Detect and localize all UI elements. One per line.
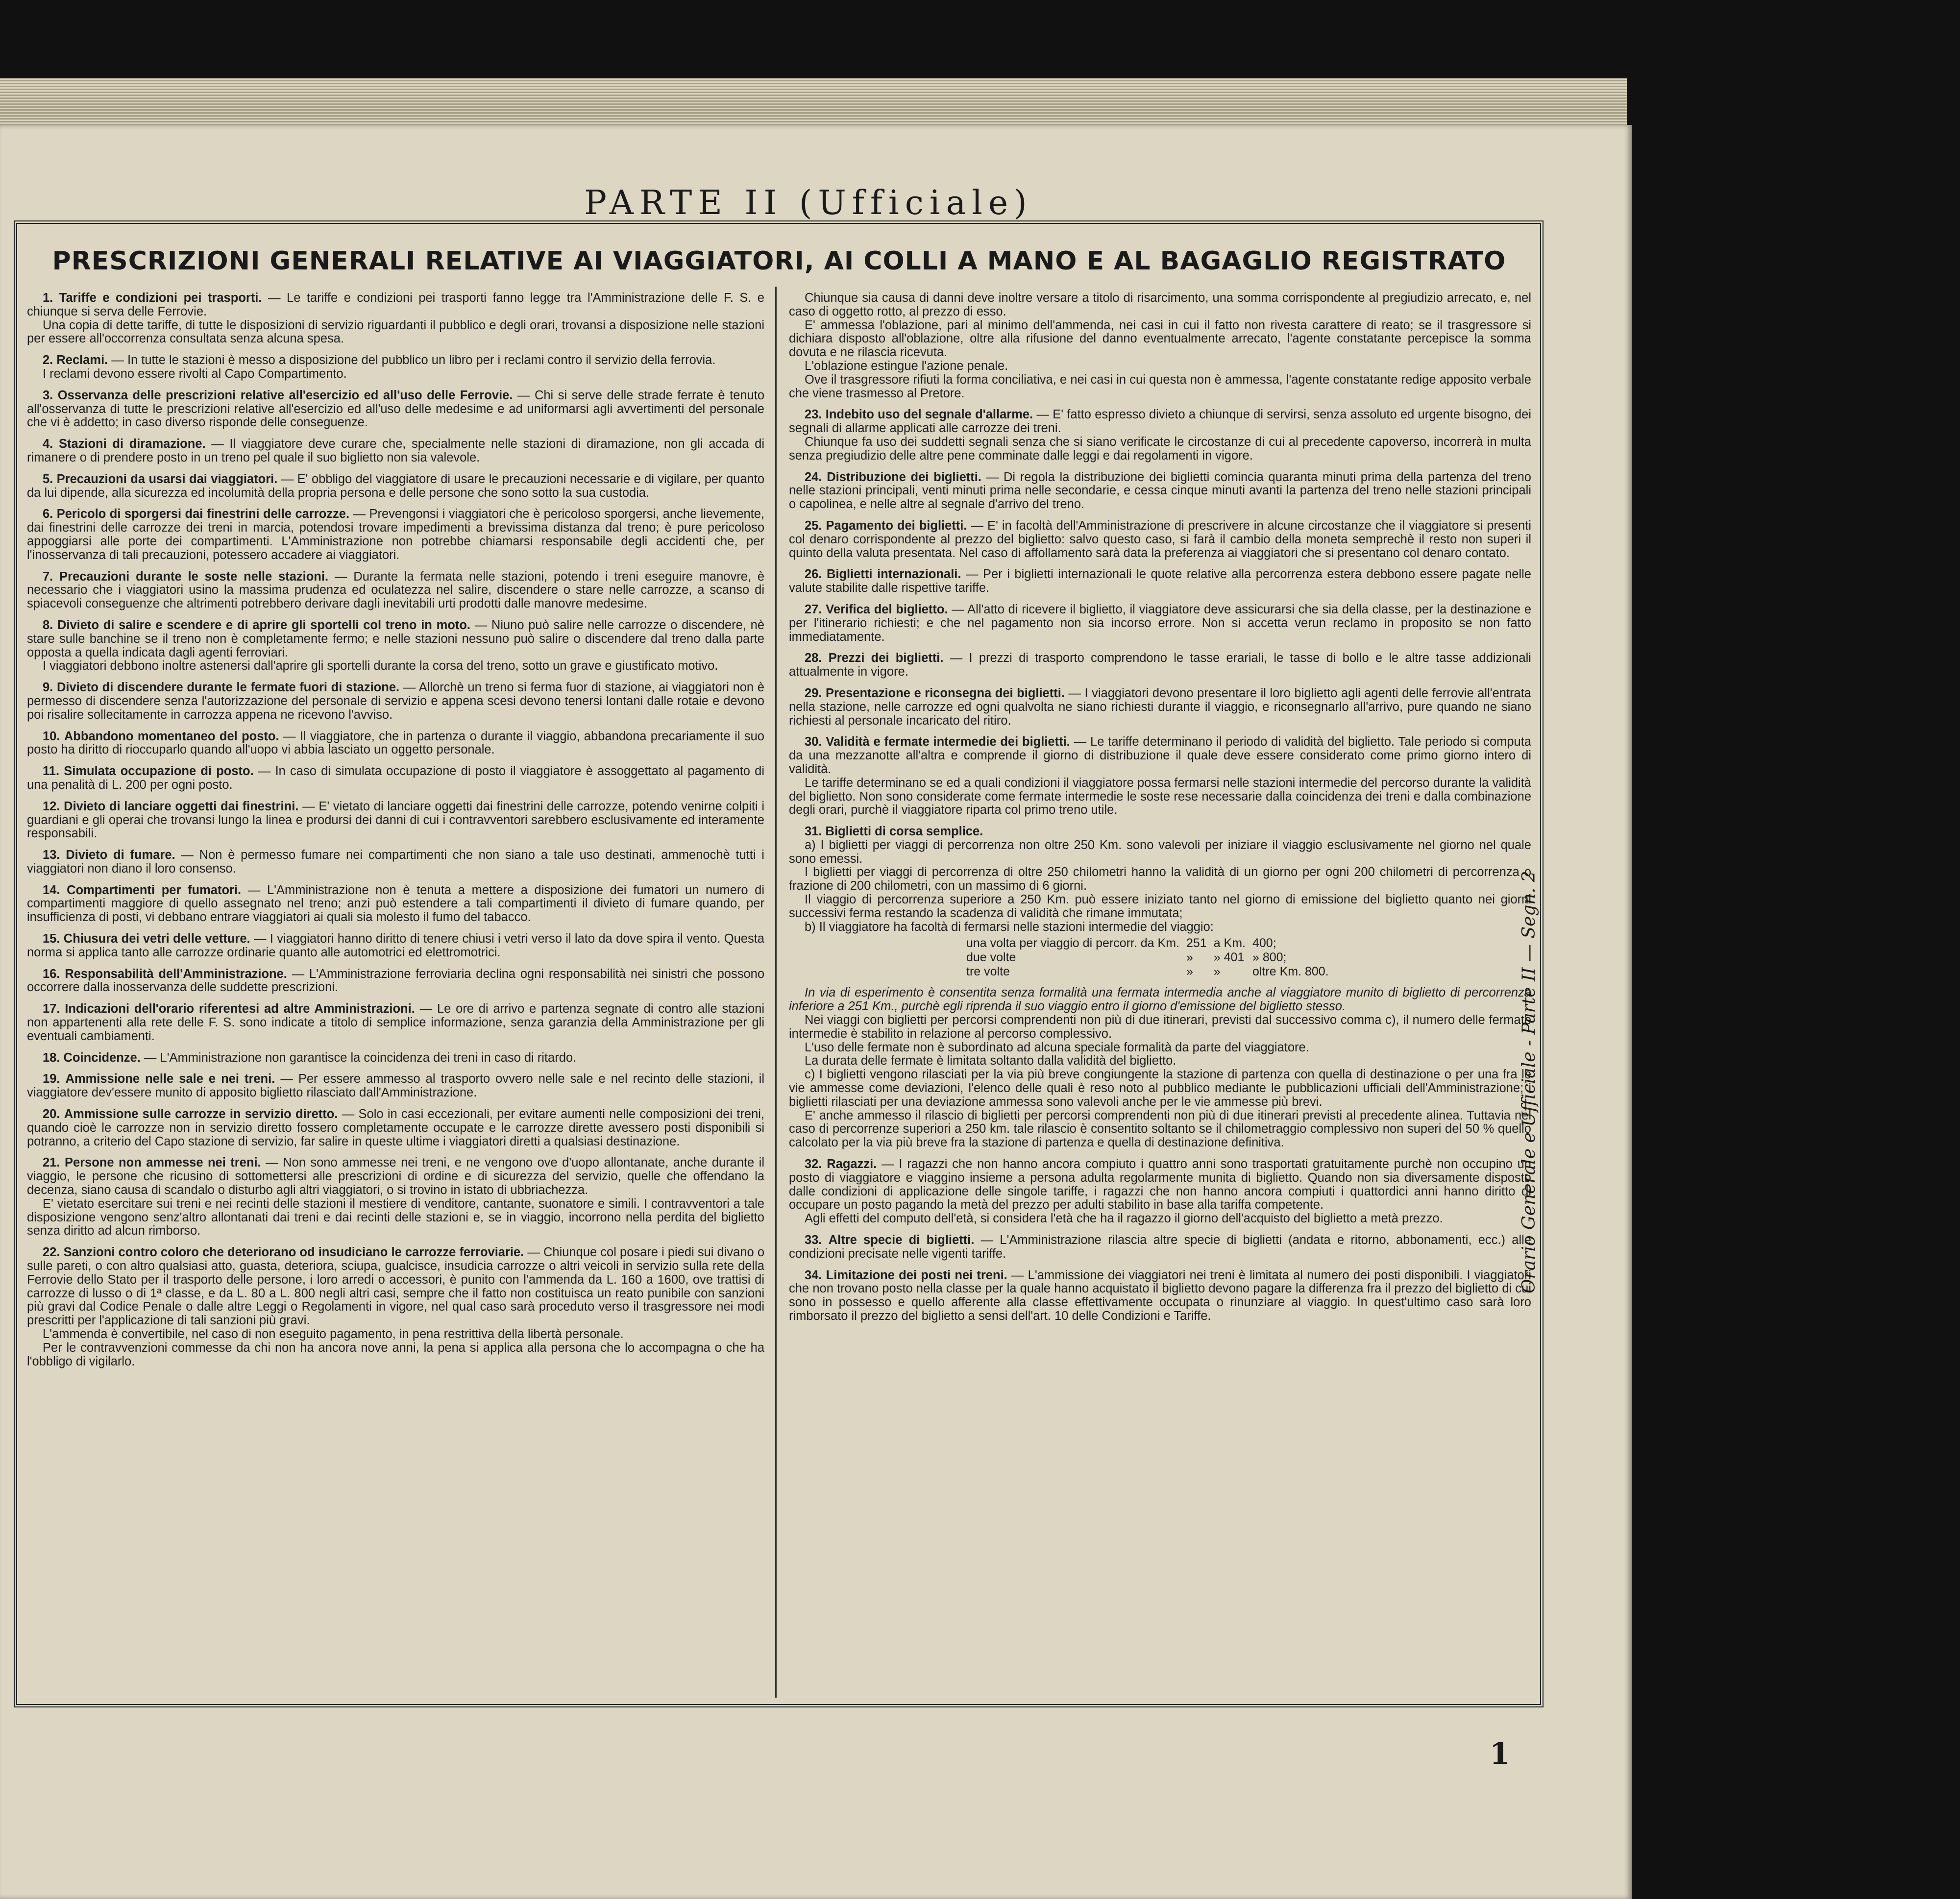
section-body: — In tutte le stazioni è messo a disposizione del pubblico un libro per i reclami contro il servizio della ferrovia. — [111, 353, 716, 367]
section-number: 12. — [43, 799, 60, 813]
section-heading: Divieto di fumare. — [66, 848, 175, 862]
stop-count-cell: » — [1186, 950, 1193, 965]
section-heading: Prezzi dei biglietti. — [828, 651, 944, 665]
rule-section — [789, 408, 1531, 463]
section-31 — [789, 825, 1531, 1150]
rule-section — [789, 1269, 1531, 1323]
section-body: — Per i biglietti internazionali le quote relative alla percorrenza estera debbono essere pagate nelle valute stabilite dalle rispettive tariffe. — [789, 567, 1531, 595]
section-heading: Divieto di salire e scendere e di aprire gli sportelli col treno in moto. — [57, 618, 470, 632]
section-body: — Le tariffe e condizioni pei trasporti fanno legge tra l'Amministrazione delle F. S. e chiunque si serva delle Ferrovie. — [27, 292, 764, 318]
section-body: — Chiunque col posare i piedi sui divano o sulle pareti, o con altro qualsiasi atto, guasta, deteriora, sciupa, gualcisce, insudicia carrozze o altri veicoli in servizio sulla rete della Ferrovie dello Stato per il trasporto delle persone, i loro arredi o accessori, è punito con l'ammenda da L. 160 a 1600, ove trattisi di carrozze di lusso o di 1ª classe, e da L. 80 a L. 800 negli altri casi, sempre che il fatto non costituisca un reato punibile con sanzioni più gravi dal Codice Penale o dalle altre Leggi o Regolamenti in vigore, nel qual caso sarà proceduto verso il trasgressore nei modi prescritti per l'applicazione di tali sanzioni più gravi. — [27, 1245, 764, 1328]
section-heading: Distribuzione dei biglietti. — [827, 470, 981, 484]
rule-section — [27, 1156, 764, 1238]
stop-count-cell: oltre Km. 800. — [1252, 965, 1329, 979]
section-paragraph: Per le contravvenzioni commesse da chi non ha ancora nove anni, la pena si applica alla persona che lo accompagna o che ha l'obbligo di vigilarlo. — [27, 1340, 764, 1368]
section-31-a2: I biglietti per viaggi di percorrenza di oltre 250 chilometri hanno la validità di un giorno per ogni 200 chilometri di percorrenza o frazione di 200 chilometri, con un massimo di 6 giorni. — [789, 865, 1531, 893]
rule-section — [789, 603, 1531, 644]
section-number: 32. — [805, 1157, 822, 1171]
rule-section — [27, 849, 764, 876]
rule-section — [789, 687, 1531, 728]
section-heading: Simulata occupazione di posto. — [64, 764, 254, 779]
section-number: 26. — [805, 567, 822, 582]
section-number: 19. — [43, 1072, 60, 1086]
section-heading: Precauzioni durante le soste nelle stazioni. — [59, 569, 329, 584]
section-heading: Divieto di lanciare oggetti dai finestrini. — [64, 799, 299, 813]
section-heading: Indebito uso del segnale d'allarme. — [825, 408, 1033, 422]
section-body: — L'ammissione dei viaggiatori nei treni è limitata al numero dei posti disponibili. I viaggiatori che non trovano posto nella classe per la quale hanno acquistato il biglietto devono pagare la differenza fra il prezzo del biglietto di cui sono in possesso e quello afferente alla classe effettivamente occupata o rinunziare al viaggio. In quest'ultimo caso sarà loro rimborsato il prezzo del biglietto a sensi dell'art. 10 delle Condizioni e Tariffe. — [789, 1268, 1531, 1323]
rule-section — [27, 884, 764, 925]
rule-section — [789, 568, 1531, 595]
section-heading: Presentazione e riconsegna dei biglietti. — [826, 686, 1065, 700]
section-number: 22. — [43, 1245, 60, 1260]
section-heading: Validità e fermate intermedie dei biglietti. — [826, 735, 1070, 749]
main-heading: PRESCRIZIONI GENERALI RELATIVE AI VIAGGIATORI, AI COLLI A MANO E AL BAGAGLIO REGISTRATO — [52, 246, 1506, 276]
rule-section — [27, 1072, 764, 1100]
section-body: — I viaggiatori devono presentare il loro biglietto agli agenti delle ferrovie all'entrata nella stazione, nelle carrozze ed ogni qualvolta ne siano richiesti durante il viaggio, e riconsegnarlo all'arrivo, pure quando ne siano richiesti al personale incaricato del ritiro. — [789, 686, 1531, 728]
section-heading: Ragazzi. — [827, 1157, 877, 1171]
section-body: — Non è permesso fumare nei compartimenti che non siano a tale uso destinati, ammenochè tutti i viaggiatori non diano il loro consenso. — [27, 848, 764, 876]
section-31-a: a) I biglietti per viaggi di percorrenza non oltre 250 Km. sono valevoli per iniziare il viaggio esclusivamente nel giorno nel quale sono emessi. — [789, 838, 1531, 866]
right-intro — [789, 292, 1531, 400]
section-heading: Abbandono momentaneo del posto. — [64, 729, 279, 743]
stop-count-cell: 251 — [1186, 936, 1207, 950]
section-number: 3. — [43, 388, 53, 402]
section-number: 27. — [805, 602, 822, 616]
rule-section — [789, 735, 1531, 817]
section-paragraph: I reclami devono essere rivolti al Capo Compartimento. — [43, 366, 347, 381]
rule-section — [789, 471, 1531, 511]
section-body: — L'Amministrazione ferroviaria declina ogni responsabilità nei sinistri che possono occorrere dalla inosservanza delle suddette prescrizioni. — [27, 967, 764, 995]
section-body: — I viaggiatori hanno diritto di tenere chiusi i vetri verso il lato da dove spira il vento. Questa norma si applica tanto alle carrozze ordinarie quanto alle automotrici ed elettromotrici. — [27, 932, 764, 959]
rule-section — [27, 438, 764, 465]
section-number: 13. — [43, 848, 60, 862]
section-body: — Di regola la distribuzione dei biglietti comincia quaranta minuti prima della partenza del treno nelle stazioni principali, venti minuti prima nelle secondarie, e cessa cinque minuti avanti la partenza del treno nelle stazioni principali o capolinea, e nelle altre al segnale d'arrivo del treno. — [789, 470, 1531, 511]
section-31-p1: Nei viaggi con biglietti per percorsi comprendenti non più di due itinerari, previsti dal successivo comma c), il numero delle fermate intermedie è stabilito in relazione al percorso complessivo. — [789, 1013, 1531, 1041]
section-paragraph: I viaggiatori debbono inoltre astenersi dall'aprire gli sportelli durante la corsa del treno, sotto un grave e giustificato motivo. — [43, 659, 718, 673]
section-heading: Biglietti internazionali. — [826, 567, 961, 582]
section-number: 16. — [43, 967, 60, 981]
section-heading: Altre specie di biglietti. — [828, 1233, 975, 1247]
section-number: 14. — [43, 883, 60, 897]
section-number: 29. — [805, 686, 822, 700]
section-body: — In caso di simulata occupazione di posto il viaggiatore è assoggettato al pagamento di una penalità di L. 200 per ogni posto. — [27, 764, 764, 792]
section-heading: Chiusura dei vetri delle vetture. — [63, 932, 250, 946]
section-heading: Ammissione nelle sale e nei treni. — [65, 1072, 275, 1086]
intro-paragraph: Ove il trasgressore rifiuti la forma conciliativa, e nei casi in cui questa non è ammessa, l'agente constatante redige apposito verbale che viene trasmesso al Pretore. — [789, 372, 1531, 400]
rule-section — [27, 1051, 764, 1065]
section-body: — L'Amministrazione non garantisce la coincidenza dei treni in caso di ritardo. — [144, 1050, 577, 1065]
rule-section — [27, 932, 764, 960]
section-body: — L'Amministrazione rilascia altre specie di biglietti (andata e ritorno, abbonamenti, ecc.) alle condizioni precisate nelle vigenti tariffe. — [789, 1233, 1531, 1261]
section-heading: Pagamento dei biglietti. — [826, 518, 967, 533]
section-body: — Prevengonsi i viaggiatori che è pericoloso sporgersi, anche lievemente, dai finestrini delle carrozze dei treni in marcia, potendosi trovare impedimenti a brevissima distanza dal treno; è pure pericoloso appoggiarsi alle porte dei compartimenti. L'Amministrazione non potrebbe chiamarsi responsabile degli accidenti che, per l'inosservanza di tali precauzioni, potessero accadere ai viaggiatori. — [27, 507, 764, 562]
section-number: 5. — [43, 472, 53, 486]
section-heading: Stazioni di diramazione. — [58, 437, 206, 451]
section-number: 9. — [43, 681, 53, 695]
section-31-c: c) I biglietti vengono rilasciati per la via più breve congiungente la stazione di partenza con quella di destinazione o per una fra le vie ammesse come deviazioni, l'elenco delle quali è reso noto al pubblico mediante le pubblicazioni ufficiali dell'Amministrazione; i biglietti rilasciati per una deviazione ammessa sono valevoli anche per le vie ammesse più brevi. — [789, 1068, 1531, 1109]
stop-count-row — [966, 951, 1335, 964]
section-body: — I prezzi di trasporto comprendono le tasse erariali, le tasse di bollo e le altre tasse addizionali attualmente in vigore. — [789, 651, 1531, 679]
section-heading: Indicazioni dell'orario riferentesi ad altre Amministrazioni. — [65, 1002, 415, 1016]
stop-count-cell: a Km. — [1213, 936, 1246, 950]
rule-section — [27, 354, 764, 381]
section-heading: Persone non ammesse nei treni. — [64, 1156, 261, 1170]
right-sections-end — [789, 1158, 1531, 1323]
section-body: — L'Amministrazione non è tenuta a mettere a disposizione dei fumatori un numero di compartimenti maggiore di quello assegnato nel treno; anzi può estendere a tali compartimenti il divieto di fumare quando, per insufficienza di posti, vi debbano entrare viaggiatori ai quali sia molesto il fumo del tabacco. — [27, 883, 764, 925]
section-number: 4. — [43, 437, 53, 451]
left-column — [27, 292, 764, 1698]
section-31-heading: 31. Biglietti di corsa semplice. — [805, 825, 983, 839]
section-heading: Precauzioni da usarsi dai viaggiatori. — [56, 472, 278, 486]
section-body: — Durante la fermata nelle stazioni, potendo i treni eseguire manovre, è necessario che i viaggiatori usino la massima prudenza ed oculatezza nel salire, discendere o stare nelle carrozze, a scanso di spiacevoli conseguenze che altrimenti potrebbero derivare dagli inevitabili urti prodotti dalle manovre medesime. — [27, 569, 764, 611]
section-31-b: b) Il viaggiatore ha facoltà di fermarsi nelle stazioni intermedie del viaggio: — [805, 920, 1214, 934]
side-margin-text: Orario Generale e Ufficiale - Parte II — Segn. 2 — [1519, 871, 1539, 1293]
rule-section — [27, 1002, 764, 1043]
section-31-a3: Il viaggio di percorrenza superiore a 250 Km. può essere iniziato tanto nel giorno di emissione del biglietto quanto nei giorni successivi ferma restando la scadenza di validità che rimane immutata; — [789, 893, 1531, 920]
section-number: 23. — [805, 408, 822, 422]
rule-section — [27, 800, 764, 841]
section-paragraph: L'ammenda è convertibile, nel caso di non eseguito pagamento, in pena restrittiva della libertà personale. — [43, 1327, 624, 1341]
section-number: 33. — [805, 1233, 822, 1247]
rule-section — [27, 730, 764, 757]
section-31-c2: E' anche ammesso il rilascio di biglietti per percorsi comprendenti non più di due itinerari previsti al precedente alinea. Tuttavia nel caso di percorrenze superiori a 250 km. tale rilascio è consentito soltanto se il chilometraggio complessivo non superi del 50 % quello calcolato per la via più breve fra la stazione di partenza e quella di destinazione definitiva. — [789, 1108, 1531, 1150]
section-number: 8. — [43, 618, 53, 632]
section-body: — Il viaggiatore deve curare che, specialmente nelle stazioni di diramazione, non gli accada di rimanere o di prendere posto in un treno pel quale il suo biglietto non sia valevole. — [27, 437, 764, 464]
section-heading: Responsabilità dell'Amministrazione. — [65, 967, 287, 981]
rule-section — [27, 765, 764, 792]
section-number: 20. — [43, 1107, 60, 1121]
rule-section — [27, 1108, 764, 1148]
intro-paragraph: L'oblazione estingue l'azione penale. — [805, 359, 1008, 373]
section-body: — Solo in casi eccezionali, per evitare aumenti nelle composizioni dei treni, quando cioè le carrozze non in servizio diretto fossero completamente occupate e le carrozze dirette avessero posti disponibili si potranno, a criterio del Capo stazione di servizio, far salire in queste ultime i viaggiatori diretti a qualsiasi destinazione. — [27, 1107, 764, 1148]
section-paragraph: Agli effetti del computo dell'età, si considera l'età che ha il ragazzo il giorno dell'acquisto del biglietto a metà prezzo. — [805, 1212, 1443, 1226]
section-heading: Osservanza delle prescrizioni relative all'esercizio ed all'uso delle Ferrovie. — [57, 388, 513, 402]
section-paragraph: E' vietato esercitare sui treni e nei recinti delle stazioni il mestiere di venditore, cantante, suonatore e simili. I contravventori a tale disposizione vengono senz'altro allontanati dai treni e dai recinti delle stazioni e, se in viaggio, incorrono nella perdita del biglietto senza diritto ad alcun rimborso. — [27, 1196, 764, 1238]
section-heading: Ammissione sulle carrozze in servizio diretto. — [64, 1107, 338, 1121]
stop-count-row — [966, 937, 1335, 950]
section-number: 11. — [43, 764, 60, 779]
right-column — [789, 292, 1531, 1698]
rule-section — [27, 570, 764, 611]
section-paragraph: Le tariffe determinano se ed a quali condizioni il viaggiatore possa fermarsi nelle stazioni intermedie del percorso durante la validità del biglietto. Non sono considerate come fermate intermedie le soste rese necessarie dalla coincidenza dei treni e dalla combinazione degli orari, purchè il viaggiatore riparta col primo treno utile. — [789, 776, 1531, 817]
rule-section — [27, 619, 764, 673]
section-number: 2. — [43, 353, 53, 367]
section-paragraph: Chiunque fa uso dei suddetti segnali senza che si siano verificate le circostanze di cui al precedente capoverso, incorrerà in multa senza pregiudizio delle altre pene comminate dalle leggi e dai regolamenti in vigore. — [789, 435, 1531, 463]
stop-count-cell: due volte — [966, 950, 1016, 965]
section-heading: Pericolo di sporgersi dai finestrini delle carrozze. — [56, 507, 350, 521]
section-body: — Niuno può salire nelle carrozze o discendere, nè stare sulle banchine se il treno non è completamente fermo; e nelle stazioni nessuno può salire o discendere dal treno dalla parte opposta a quella indicata dagli agenti ferroviari. — [27, 618, 764, 659]
section-body: — Chi si serve delle strade ferrate è tenuto all'osservanza di tutte le prescrizioni relative all'esercizio ed all'uso delle medesime e ad uniformarsi agli avvertimenti del personale che vi è addetto; in caso diverso risponde delle conseguenze. — [27, 388, 764, 430]
rule-section — [789, 652, 1531, 679]
section-31-p2: L'uso delle fermate non è subordinato ad alcuna speciale formalità da parte del viaggiatore. — [805, 1040, 1309, 1054]
stop-count-cell: » — [1186, 965, 1193, 979]
section-number: 17. — [43, 1002, 60, 1016]
intro-paragraph: Chiunque sia causa di danni deve inoltre versare a titolo di risarcimento, una somma corrispondente al pregiudizio arrecato, e, nel caso di oggetto rotto, al prezzo di esso. — [789, 292, 1531, 318]
rule-section — [789, 519, 1531, 560]
section-number: 6. — [43, 507, 53, 521]
stop-count-table — [965, 936, 1336, 979]
rule-section — [27, 1246, 764, 1368]
section-body: — Allorchè un treno si ferma fuor di stazione, ai viaggiatori non è permesso di discendere senza l'autorizzazione del personale di servizio e appena scesi devono tenersi lontani dalle rotaie e devono poi risalire sollecitamente in carrozza appena ne ricevono l'avviso. — [27, 681, 764, 722]
section-31-note: In via di esperimento è consentita senza formalità una fermata intermedia anche al viaggiatore munito di biglietto di percorrenza inferiore a 251 Km., purchè egli riprenda il suo viaggio entro il giorno d'emissione del biglietto stesso. — [789, 986, 1531, 1014]
section-body: — Le tariffe determinano il periodo di validità del biglietto. Tale periodo si computa da una mezzanotte all'altra e comprende il giorno di distribuzione il quale deve essere considerato come primo giorno intero di validità. — [789, 735, 1531, 776]
section-body: — Non sono ammesse nei treni, e ne vengono ove d'uopo allontanate, anche durante il viaggio, le persone che ricusino di sottomettersi alle prescrizioni di ordine e di sicurezza del servizio, quelle che offendano la decenza, siano causa di scandalo o disturbo agli altri viaggiatori, o si trovino in istato di ubbriachezza. — [27, 1156, 764, 1197]
right-sections — [789, 408, 1531, 817]
rule-section — [27, 473, 764, 500]
section-number: 30. — [805, 735, 822, 749]
rule-section — [27, 508, 764, 562]
stop-count-cell: » 401 — [1213, 950, 1245, 965]
section-number: 1. — [43, 292, 53, 305]
part-title: PARTE II (Ufficiale) — [584, 184, 1033, 222]
stop-count-cell: tre volte — [966, 965, 1010, 979]
section-number: 10. — [43, 729, 60, 743]
document-page — [0, 125, 1632, 1899]
page-number: 1 — [1490, 1737, 1510, 1771]
section-paragraph: Una copia di dette tariffe, di tutte le disposizioni di servizio riguardanti il pubblico e degli orari, trovansi a disposizione nelle stazioni per essere all'occorrenza consultata senza alcuna spesa. — [27, 318, 764, 346]
rule-section — [789, 1158, 1531, 1226]
section-body: — All'atto di ricevere il biglietto, il viaggiatore deve assicurarsi che sia della classe, per la destinazione e per l'itinerario richiesti; e che nel pagamento non sia incorso errore. Non si accetta verun reclamo in proposito se non fatto immediatamente. — [789, 602, 1531, 644]
stop-count-cell: » — [1213, 965, 1221, 979]
section-31-p3: La durata delle fermate è limitata soltanto dalla validità del biglietto. — [805, 1054, 1176, 1068]
section-body: — E' fatto espresso divieto a chiunque di servirsi, senza assoluto ed urgente bisogno, dei segnali di allarme applicati alle carrozze dei treni. — [789, 408, 1531, 436]
rule-section — [27, 968, 764, 995]
section-body: — E' vietato di lanciare oggetti dai finestrini delle carrozze, potendo venirne colpiti i guardiani e gli operai che trovansi lungo la linea e prodursi dei danni di cui i contravventori sarebbero esclusivamente ed interamente responsabili. — [27, 799, 764, 841]
section-number: 28. — [805, 651, 822, 665]
section-number: 15. — [43, 932, 60, 946]
stop-count-cell: 400; — [1252, 936, 1276, 950]
rule-section — [27, 681, 764, 722]
section-body: — E' obbligo del viaggiatore di usare le precauzioni necessarie e di vigilare, per quanto da lui dipende, alla sicurezza ed incolumità della propria persona e delle persone che sono sotto la sua custodia. — [27, 472, 764, 500]
section-heading: Limitazione dei posti nei treni. — [826, 1268, 1007, 1282]
section-heading: Divieto di discendere durante le fermate fuori di stazione. — [56, 681, 400, 695]
rule-section — [27, 389, 764, 430]
column-divider — [775, 287, 777, 1698]
stop-count-cell: una volta per viaggio di percorr. da Km. — [966, 936, 1179, 950]
section-number: 34. — [805, 1268, 822, 1282]
section-body: — I ragazzi che non hanno ancora compiuto i quattro anni sono trasportati gratuitamente purchè non occupino un posto di viaggiatore e viaggino insieme a persona adulta regolarmente munita di biglietto. Quando non sia diversamente disposto dalle condizioni di applicazione delle singole tariffe, i ragazzi che non hanno ancora compiuti i quattordici anni hanno diritto di occupare un posto pagando la metà del prezzo per adulti stabilito in base alla tariffa competente. — [789, 1157, 1531, 1212]
stop-count-cell: » 800; — [1252, 950, 1287, 965]
stop-count-row — [966, 965, 1335, 978]
section-body: — Il viaggiatore, che in partenza o durante il viaggio, abbandona precariamente il suo posto ha diritto di rioccuparlo quando all'uopo vi abbia lasciato un oggetto personale. — [27, 729, 764, 757]
section-heading: Verifica del biglietto. — [826, 602, 948, 616]
section-body: — Per essere ammesso al trasporto ovvero nelle sale e nel recinto delle stazioni, il viaggiatore dev'essere munito di apposito biglietto rilasciato dall'Amministrazione. — [27, 1072, 764, 1100]
section-heading: Compartimenti per fumatori. — [67, 883, 242, 897]
section-number: 24. — [805, 470, 822, 484]
section-body: — Le ore di arrivo e partenza segnate di contro alle stazioni non appartenenti alla rete delle F. S. sono indicate a titolo di semplice informazione, senza garanzia della Amministrazione per gli eventuali cambiamenti. — [27, 1002, 764, 1043]
section-number: 7. — [43, 569, 53, 584]
section-number: 21. — [43, 1156, 60, 1170]
section-body: — E' in facoltà dell'Amministrazione di prescrivere in alcune circostanze che il viaggiatore si presenti col denaro corrispondente al prezzo del biglietto: salvo questo caso, si farà il cambio della moneta semprechè il resto non superi il quinto della valuta presentata. Nel caso di affollamento sarà data la preferenza ai viaggiatori che si presentano col denaro contato. — [789, 518, 1531, 560]
section-number: 25. — [805, 518, 822, 533]
intro-paragraph: E' ammessa l'oblazione, pari al minimo dell'ammenda, nei casi in cui il fatto non rivesta carattere di reato; se il trasgressore si dichiara disposto all'oblazione, oltre alla rifusione del danno eventualmente arrecato, l'agente constatante percepisce la somma dovuta e ne rilascia ricevuta. — [789, 318, 1531, 360]
section-heading: Reclami. — [56, 353, 108, 367]
rule-section — [789, 1234, 1531, 1261]
section-heading: Sanzioni contro coloro che deteriorano od insudiciano le carrozze ferroviarie. — [63, 1245, 524, 1260]
section-number: 18. — [43, 1050, 60, 1065]
section-heading: Coincidenze. — [63, 1050, 141, 1065]
section-heading: Tariffe e condizioni pei trasporti. — [59, 292, 262, 305]
rule-section — [27, 292, 764, 346]
